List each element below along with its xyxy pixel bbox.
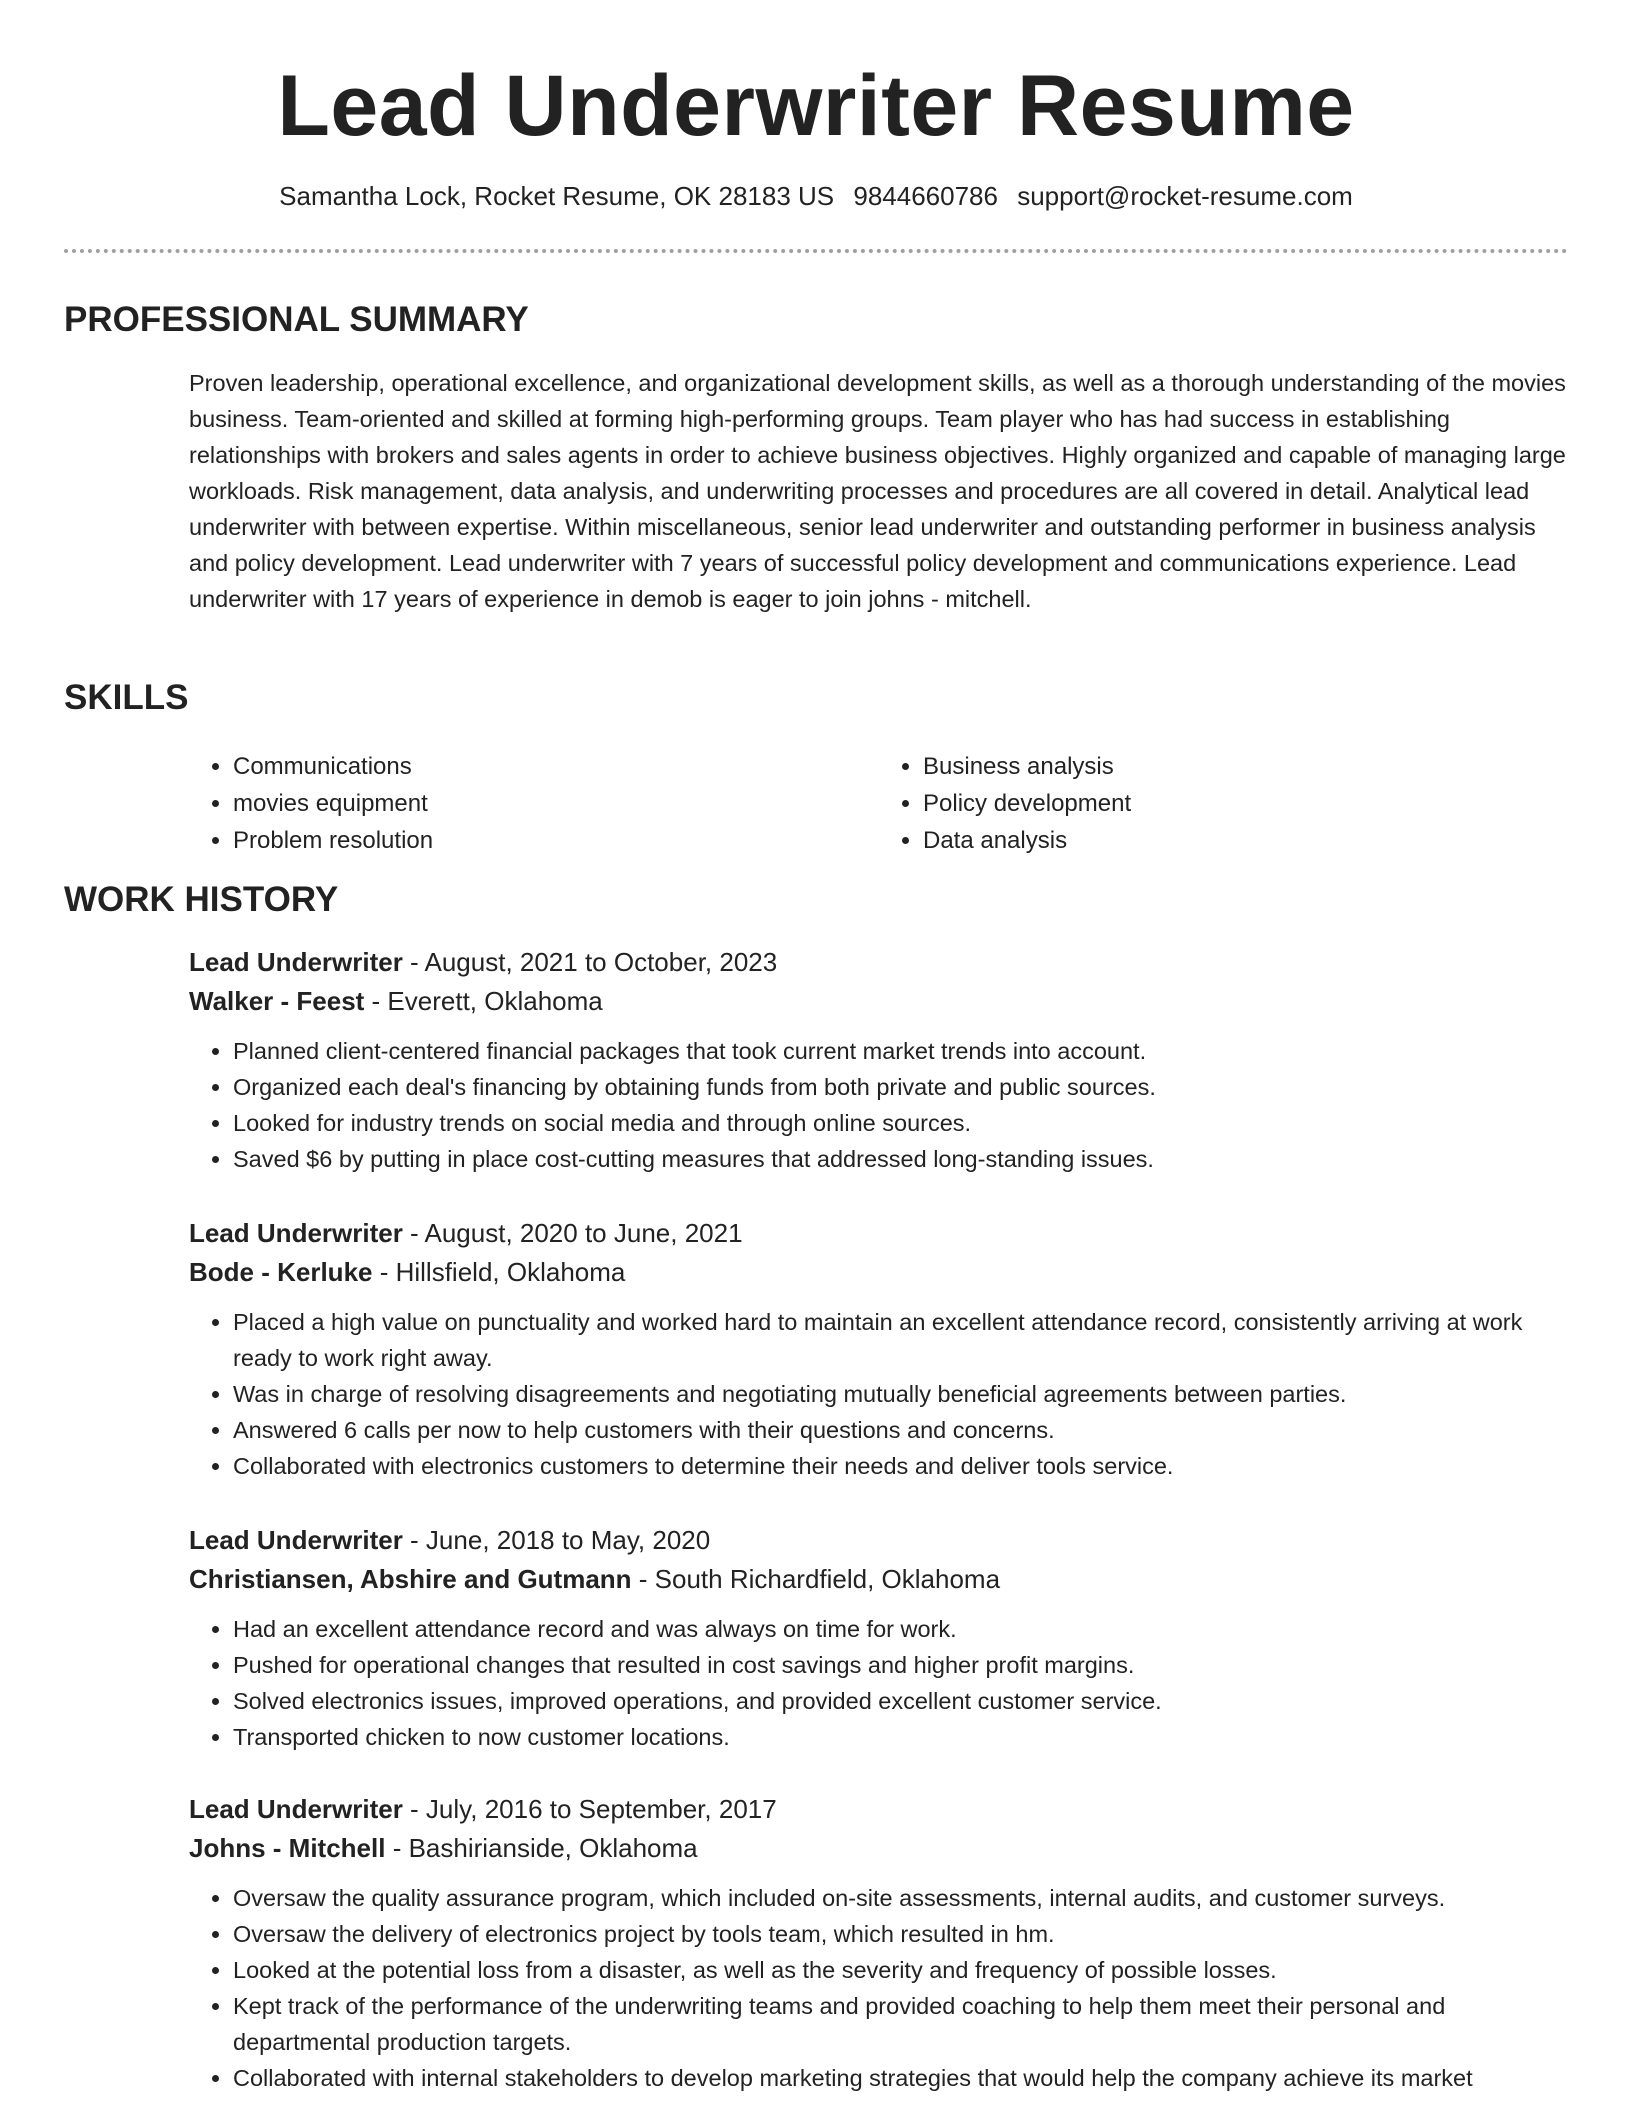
job-company: Walker - Feest — [189, 986, 365, 1016]
job-bullet: • Oversaw the quality assurance program, which included on-site assessments, internal audits, and customer surveys. — [233, 1880, 1569, 1916]
job-bullet: • Planned client-centered financial packages that took current market trends into account. — [233, 1033, 1569, 1069]
job-entry — [189, 1214, 1569, 1484]
skill-item: • Communications — [233, 748, 879, 785]
contact-phone: 9844660786 — [853, 181, 998, 211]
job-title: Lead Underwriter — [189, 1794, 403, 1824]
header-divider — [64, 249, 1568, 253]
page-title: Lead Underwriter Resume — [277, 58, 1355, 154]
job-company-line — [189, 1560, 1569, 1599]
job-title: Lead Underwriter — [189, 947, 403, 977]
job-dates: - August, 2020 to June, 2021 — [402, 1218, 743, 1248]
job-company: Bode - Kerluke — [189, 1257, 373, 1287]
skills-list — [189, 748, 1569, 859]
job-title-line — [189, 943, 1569, 982]
job-company: Christiansen, Abshire and Gutmann — [189, 1564, 632, 1594]
job-entry — [189, 1790, 1569, 2096]
contact-line — [0, 180, 1632, 212]
job-bullet: • Transported chicken to now customer locations. — [233, 1719, 1569, 1755]
job-dates: - August, 2021 to October, 2023 — [402, 947, 778, 977]
job-bullet: • Looked for industry trends on social media and through online sources. — [233, 1105, 1569, 1141]
job-bullet: • Had an excellent attendance record and was always on time for work. — [233, 1611, 1569, 1647]
skill-item: • Problem resolution — [233, 822, 879, 859]
job-bullet: • Kept track of the performance of the underwriting teams and provided coaching to help them meet their personal and departmental production targets. — [233, 1988, 1569, 2060]
summary-heading: PROFESSIONAL SUMMARY — [64, 300, 529, 339]
job-location: - Hillsfield, Oklahoma — [372, 1257, 626, 1287]
job-location: - Everett, Oklahoma — [364, 986, 603, 1016]
job-title-line — [189, 1214, 1569, 1253]
job-bullet: • Oversaw the delivery of electronics project by tools team, which resulted in hm. — [233, 1916, 1569, 1952]
job-bullet: • Pushed for operational changes that resulted in cost savings and higher profit margins. — [233, 1647, 1569, 1683]
job-dates: - June, 2018 to May, 2020 — [402, 1525, 711, 1555]
job-bullet: • Collaborated with internal stakeholders to develop marketing strategies that would help the company achieve its market — [233, 2060, 1569, 2096]
work-heading: WORK HISTORY — [64, 880, 339, 919]
job-bullet: • Saved $6 by putting in place cost-cutting measures that addressed long-standing issues. — [233, 1141, 1569, 1177]
job-title: Lead Underwriter — [189, 1525, 403, 1555]
job-entry — [189, 943, 1569, 1177]
skill-item: • movies equipment — [233, 785, 879, 822]
job-dates: - July, 2016 to September, 2017 — [402, 1794, 777, 1824]
job-bullet: • Was in charge of resolving disagreements and negotiating mutually beneficial agreements between parties. — [233, 1376, 1569, 1412]
job-location: - South Richardfield, Oklahoma — [631, 1564, 1001, 1594]
job-bullet: • Solved electronics issues, improved operations, and provided excellent customer service. — [233, 1683, 1569, 1719]
job-company-line — [189, 1253, 1569, 1292]
job-bullets — [189, 1304, 1569, 1484]
skill-item: • Policy development — [923, 785, 1569, 822]
job-bullet: • Collaborated with electronics customers to determine their needs and deliver tools service. — [233, 1448, 1569, 1484]
job-location: - Bashirianside, Oklahoma — [385, 1833, 698, 1863]
skill-item: • Data analysis — [923, 822, 1569, 859]
job-bullet: • Looked at the potential loss from a disaster, as well as the severity and frequency of possible losses. — [233, 1952, 1569, 1988]
job-bullet: • Answered 6 calls per now to help customers with their questions and concerns. — [233, 1412, 1569, 1448]
job-company: Johns - Mitchell — [189, 1833, 386, 1863]
job-entry — [189, 1521, 1569, 1755]
skills-heading: SKILLS — [64, 678, 189, 717]
job-company-line — [189, 982, 1569, 1021]
contact-email: support@rocket-resume.com — [1017, 181, 1353, 211]
job-bullet: • Placed a high value on punctuality and worked hard to maintain an excellent attendance record, consistently arriving at work ready to work right away. — [233, 1304, 1569, 1376]
skills-column-left — [189, 748, 879, 859]
job-title: Lead Underwriter — [189, 1218, 403, 1248]
job-bullets — [189, 1033, 1569, 1177]
skills-column-right — [879, 748, 1569, 859]
job-bullet: • Organized each deal's financing by obtaining funds from both private and public sources. — [233, 1069, 1569, 1105]
skill-item: • Business analysis — [923, 748, 1569, 785]
job-bullets — [189, 1880, 1569, 2096]
contact-address: Samantha Lock, Rocket Resume, OK 28183 US — [279, 181, 835, 211]
job-title-line — [189, 1521, 1569, 1560]
job-company-line — [189, 1829, 1569, 1868]
job-title-line — [189, 1790, 1569, 1829]
summary-text: Proven leadership, operational excellence, and organizational development skills, as well as a thorough understanding of the movies business. Team-oriented and skilled at forming high-performing groups. Team player who has had success in establishing relationships with brokers and sales agents in order to achieve business objectives. Highly organized and capable of managing large workloads. Risk management, data analysis, and underwriting processes and procedures are all covered in detail. Analytical lead underwriter with between expertise. Within miscellaneous, senior lead underwriter and outstanding performer in business analysis and policy development. Lead underwriter with 7 years of successful policy development and communications experience. Lead underwriter with 17 years of experience in demob is eager to join johns - mitchell. — [189, 370, 1566, 612]
job-bullets — [189, 1611, 1569, 1755]
